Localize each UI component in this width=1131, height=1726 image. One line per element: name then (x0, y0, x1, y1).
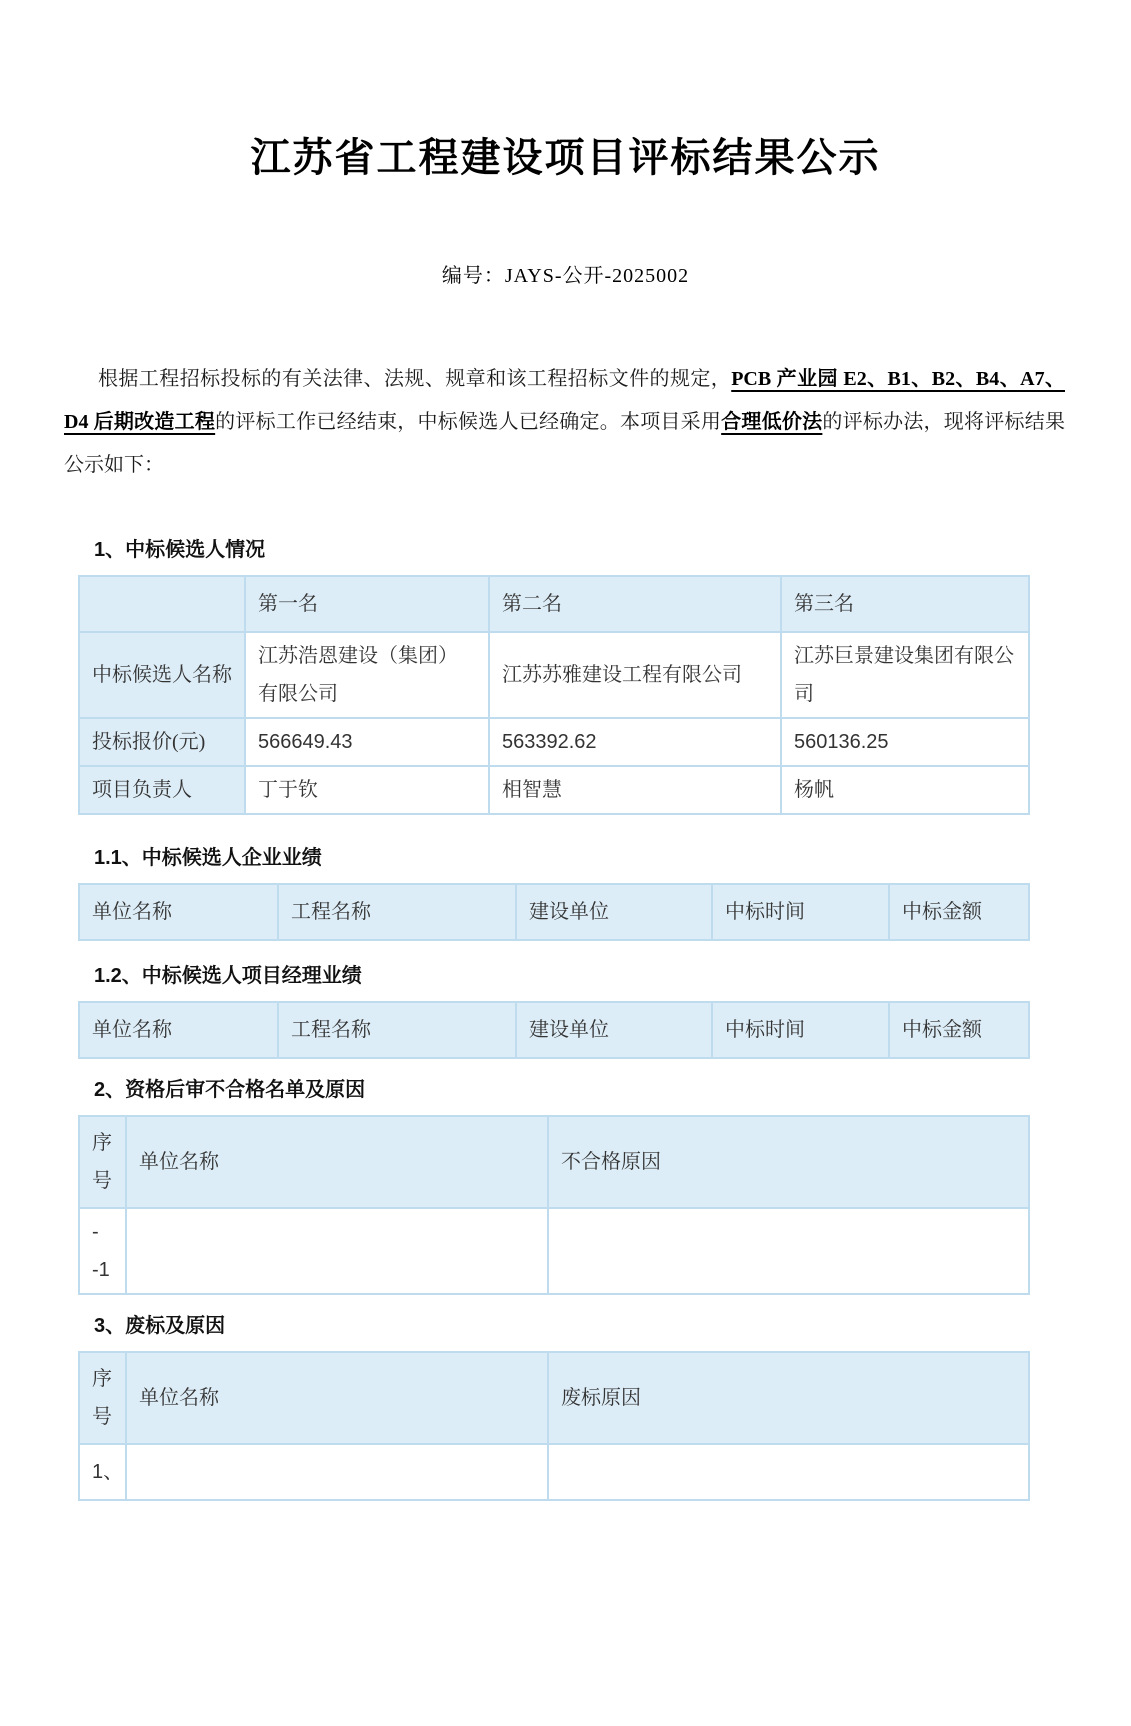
bid-price-cell: 560136.25 (781, 718, 1029, 766)
table-row (79, 1208, 1029, 1294)
row-label: 投标报价(元) (79, 718, 245, 766)
column-header: 建设单位 (516, 1002, 712, 1058)
project-manager-cell: 丁于钦 (245, 766, 489, 814)
column-header: 中标金额 (889, 884, 1029, 940)
table-header-row (79, 1352, 1029, 1444)
reason-cell (548, 1208, 1029, 1294)
table-row (79, 1444, 1029, 1500)
column-header: 废标原因 (548, 1352, 1029, 1444)
candidate-name-cell: 江苏苏雅建设工程有限公司 (489, 632, 781, 718)
project-manager-cell: 杨帆 (781, 766, 1029, 814)
bid-price-cell: 563392.62 (489, 718, 781, 766)
corner-cell (79, 576, 245, 632)
intro-emphasis-project-name: PCB 产业园 E2、B1、B2、B4、A7、D4 后期改造工程 (64, 368, 1065, 433)
project-manager-row (79, 766, 1029, 814)
candidate-name-cell: 江苏浩恩建设（集团）有限公司 (245, 632, 489, 718)
intro-segment: 根据工程招标投标的有关法律、法规、规章和该工程招标文件的规定， (98, 368, 732, 390)
bid-price-cell: 566649.43 (245, 718, 489, 766)
row-label: 中标候选人名称 (79, 632, 245, 718)
serial-cell: --1 (79, 1208, 126, 1294)
section-1-1-heading: 1.1、中标候选人企业业绩 (94, 847, 322, 869)
reason-cell (548, 1444, 1029, 1500)
table-header-row (79, 1002, 1029, 1058)
column-header: 单位名称 (126, 1352, 548, 1444)
column-header: 工程名称 (278, 884, 516, 940)
bid-price-row (79, 718, 1029, 766)
candidate-name-row (79, 632, 1029, 718)
section-1-heading: 1、中标候选人情况 (94, 539, 266, 561)
column-header: 工程名称 (278, 1002, 516, 1058)
section-1-2-heading: 1.2、中标候选人项目经理业绩 (94, 965, 362, 987)
column-header: 单位名称 (79, 884, 278, 940)
unit-name-cell (126, 1208, 548, 1294)
table-header-row (79, 576, 1029, 632)
manager-performance-table (78, 1001, 1030, 1059)
column-header: 中标时间 (712, 884, 889, 940)
rank-2-header: 第二名 (489, 576, 781, 632)
serial-cell: 1、 (79, 1444, 126, 1500)
column-header: 单位名称 (126, 1116, 548, 1208)
column-header: 建设单位 (516, 884, 712, 940)
column-header: 不合格原因 (548, 1116, 1029, 1208)
bid-candidates-table (78, 575, 1030, 815)
rejected-bids-table (78, 1351, 1030, 1501)
column-header: 单位名称 (79, 1002, 278, 1058)
candidate-name-cell: 江苏巨景建设集团有限公司 (781, 632, 1029, 718)
page-title: 江苏省工程建设项目评标结果公示 (250, 135, 881, 180)
enterprise-performance-table (78, 883, 1030, 941)
unit-name-cell (126, 1444, 548, 1500)
rank-1-header: 第一名 (245, 576, 489, 632)
table-header-row (79, 1116, 1029, 1208)
table-header-row (79, 884, 1029, 940)
doc-number: 编号：JAYS-公开-2025002 (441, 265, 690, 287)
project-manager-cell: 相智慧 (489, 766, 781, 814)
intro-emphasis-method: 合理低价法 (721, 411, 823, 433)
intro-segment: 的评标工作已经结束，中标候选人已经确定。本项目采用 (215, 411, 722, 433)
rank-3-header: 第三名 (781, 576, 1029, 632)
disqualified-list-table (78, 1115, 1030, 1295)
serial-column-header: 序号 (79, 1116, 126, 1208)
intro-paragraph (64, 358, 1065, 487)
intro-segment: 的评标办法，现将评标结果公示如下： (64, 411, 1066, 476)
section-2-heading: 2、资格后审不合格名单及原因 (94, 1079, 366, 1101)
column-header: 中标金额 (889, 1002, 1029, 1058)
serial-column-header: 序号 (79, 1352, 126, 1444)
row-label: 项目负责人 (79, 766, 245, 814)
column-header: 中标时间 (712, 1002, 889, 1058)
section-3-heading: 3、废标及原因 (94, 1315, 226, 1337)
